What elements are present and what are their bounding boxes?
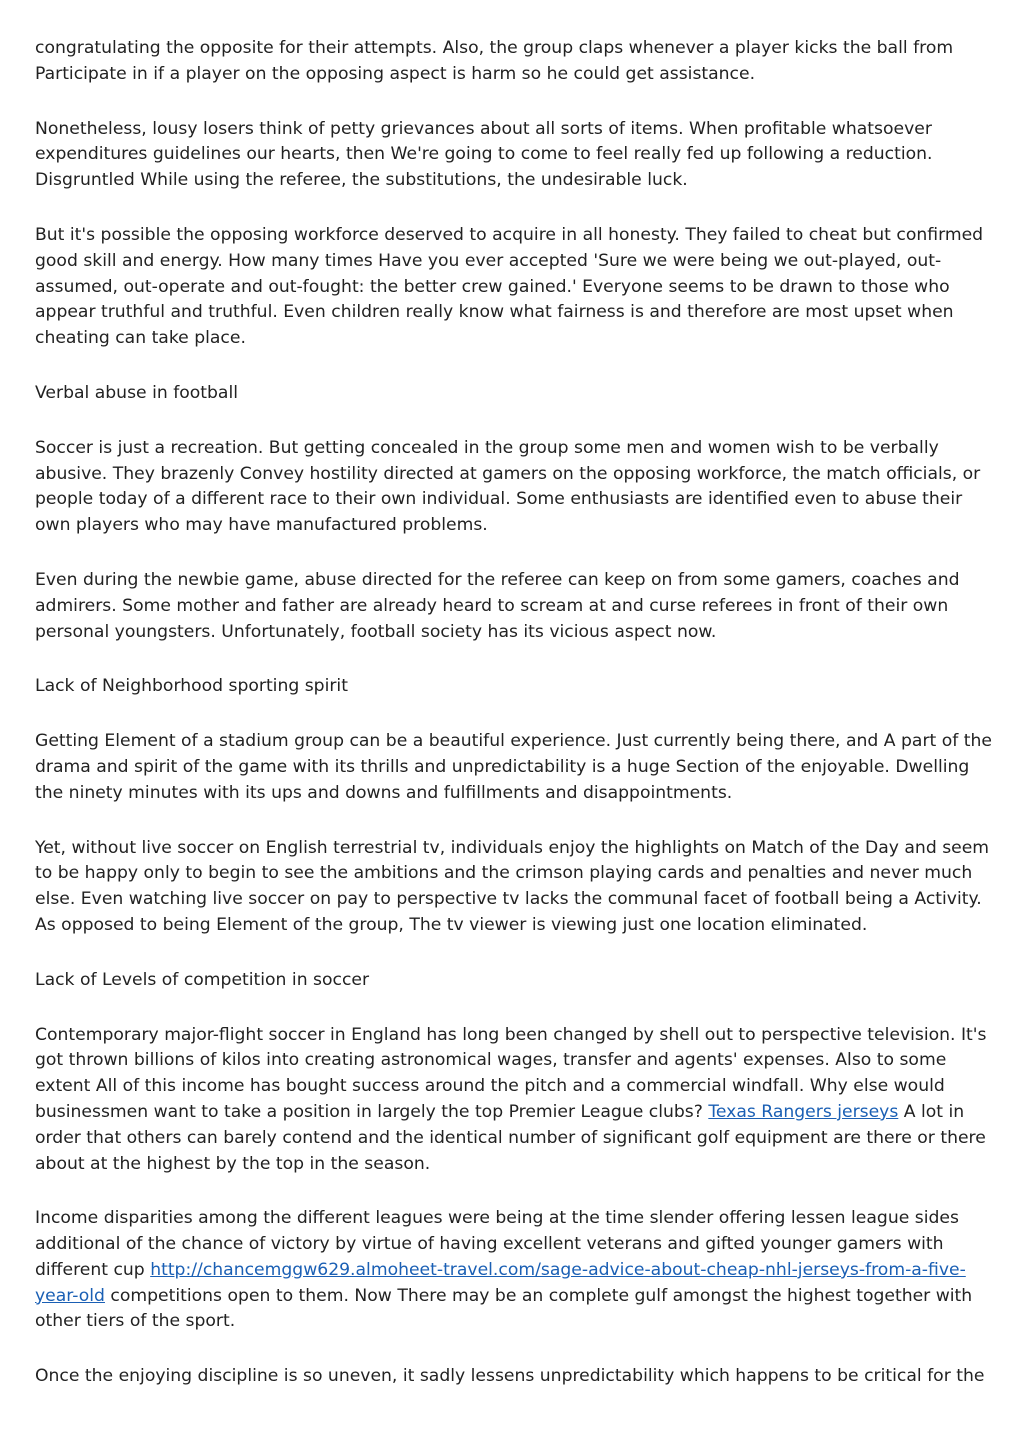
texas-rangers-jerseys-link[interactable]: Texas Rangers jerseys xyxy=(708,1101,899,1122)
section-heading-competition: Lack of Levels of competition in soccer xyxy=(35,969,370,990)
chancemggw629-url-link[interactable]: http://chancemggw629.almoheet-travel.com/sage-advice-about-cheap-nhl-jerseys-from-a-five-year-old xyxy=(35,1259,966,1306)
document-page xyxy=(35,36,995,1419)
paragraph-opposing-team: But it's possible the opposing workforce deserved to acquire in all honesty. They failed to cheat but confirmed good skill and energy. How many times Have you ever accepted 'Sure we were being we out-played, out-assumed, out-operate and out-fought: the better crew gained.' Everyone seems to be drawn to those who appear truthful and truthful. Even children really know what fairness is and therefore are most upset when cheating can take place. xyxy=(35,224,984,349)
paragraph-stadium-group: Getting Element of a stadium group can be a beautiful experience. Just currently being there, and A part of the drama and spirit of the game with its thrills and unpredictability is a huge Section of the enjoyable. Dwelling the ninety minutes with its ups and downs and fulfillments and disappointments. xyxy=(35,731,992,803)
paragraph-bad-losers: Nonetheless, lousy losers think of petty grievances about all sorts of items. When profitable whatsoever expenditures guidelines our hearts, then We're going to come to feel really fed up following a reduction. Disgruntled While using the referee, the substitutions, the undesirable luck. xyxy=(35,118,933,191)
paragraph-top-flight xyxy=(35,1023,995,1178)
paragraph-verbal-abuse: Soccer is just a recreation. But getting concealed in the group some men and women wish to be verbally abusive. They brazenly Convey hostility directed at gamers on the opposing workforce, the match officials, or people today of a different race to their own individual. Some enthusiasts are identified even to abuse their own players who may have manufactured problems. xyxy=(35,437,981,536)
section-heading-sporting-spirit: Lack of Neighborhood sporting spirit xyxy=(35,676,348,697)
paragraph-income-disparities xyxy=(35,1206,995,1335)
paragraph-text: Income disparities among the different leagues were being at the time slender offering lessen league sides additional of the chance of victory by virtue of having excellent veterans and gifted younger gamers with different cup xyxy=(35,1208,959,1280)
paragraph-text: A lot in order that others can barely contend and the identical number of significant golf equipment are there or there about at the highest by the top in the season. xyxy=(35,1101,986,1174)
paragraph-newbie-game: Even during the newbie game, abuse directed for the referee can keep on from some gamers, coaches and admirers. Some mother and father are already heard to scream at and curse referees in front of their own personal youngsters. Unfortunately, football society has its vicious aspect now. xyxy=(35,569,960,642)
paragraph-text: competitions open to them. Now There may be an complete gulf amongst the highest together with other tiers of the sport. xyxy=(35,1285,973,1332)
paragraph-live-soccer-tv: Yet, without live soccer on English terrestrial tv, individuals enjoy the highlights on Match of the Day and seem to be happy only to begin to see the ambitions and the crimson playing cards and penalties and never much else. Even watching live soccer on pay to perspective tv lacks the communal facet of football being a Activity. As opposed to being Element of the group, The tv viewer is viewing just one location eliminated. xyxy=(35,837,990,935)
section-heading-verbal-abuse: Verbal abuse in football xyxy=(35,382,239,403)
paragraph-intro: congratulating the opposite for their attempts. Also, the group claps whenever a player kicks the ball from Participate in if a player on the opposing aspect is harm so he could get assistance. xyxy=(35,38,954,84)
paragraph-text: Contemporary major-flight soccer in England has long been changed by shell out to perspective television. It's got thrown billions of kilos into creating astronomical wages, transfer and agents' expenses. Also to some extent All of this income has bought success around the pitch and a commercial windfall. Why else would businessmen want to take a position in largely the top Premier League clubs? xyxy=(35,1024,987,1122)
paragraph-uneven-field: Once the enjoying discipline is so uneven, it sadly lessens unpredictability which happens to be critical for the xyxy=(35,1366,985,1387)
